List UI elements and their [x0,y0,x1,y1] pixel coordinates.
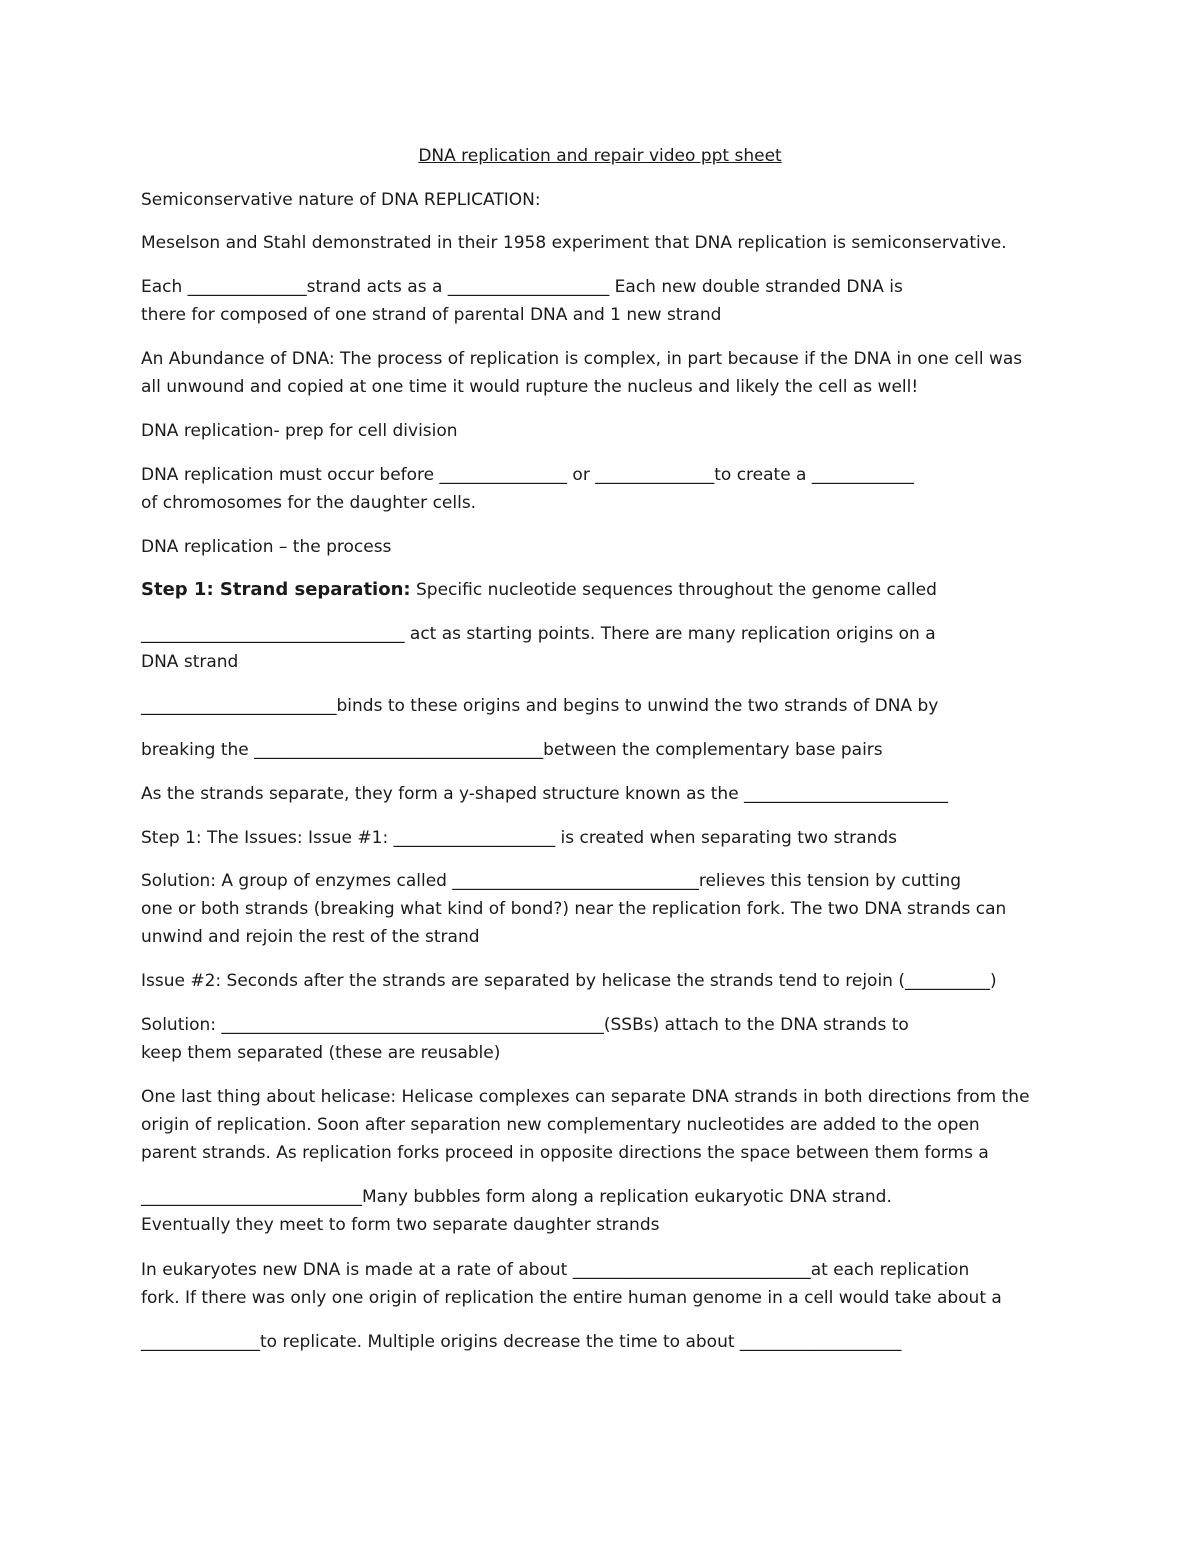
paragraph-line: DNA strand [141,652,239,672]
paragraph-line: keep them separated (these are reusable) [141,1043,501,1063]
paragraph-y-shaped [141,780,1071,808]
paragraph-prep-division [141,417,1071,445]
paragraph-line: Each ______________strand acts as a ___________________ Each new double stranded DNA is [141,277,903,297]
paragraph-binds [141,692,1071,720]
paragraph-line [141,576,1071,604]
paragraph-line: Step 1: The Issues: Issue #1: ___________________ is created when separating two strands [141,828,897,848]
paragraph-line: In eukaryotes new DNA is made at a rate of about ____________________________at each replication [141,1260,970,1280]
paragraph-each-strand [141,273,1071,329]
paragraph-bubbles [141,1183,1071,1239]
step-text: Specific nucleotide sequences throughout the genome called [410,580,937,600]
paragraph-line: DNA replication- prep for cell division [141,421,458,441]
paragraph-line: parent strands. As replication forks proceed in opposite directions the space between them forms a [141,1143,989,1163]
paragraph-time [141,1328,1071,1356]
paragraph-must-occur [141,461,1071,517]
document-title: DNA replication and repair video ppt sheet [418,146,782,166]
paragraph-abundance [141,345,1071,401]
paragraph-origins [141,620,1071,676]
paragraph-line: ______________to replicate. Multiple origins decrease the time to about ___________________ [141,1332,902,1352]
paragraph-line: _______________________________ act as starting points. There are many replication origins on a [141,624,936,644]
paragraph-line: Semiconservative nature of DNA REPLICATION: [141,190,541,210]
paragraph-solution1 [141,867,1071,951]
paragraph-line: As the strands separate, they form a y-shaped structure known as the ________________________ [141,784,949,804]
paragraph-meselson-stahl [141,229,1071,257]
paragraph-line: all unwound and copied at one time it would rupture the nucleus and likely the cell as well! [141,377,919,397]
paragraph-line: One last thing about helicase: Helicase complexes can separate DNA strands in both directions from the [141,1087,1030,1107]
paragraph-line: fork. If there was only one origin of replication the entire human genome in a cell would take about a [141,1288,1002,1308]
paragraph-issue2 [141,967,1071,995]
paragraph-section-heading [141,186,1071,214]
paragraph-rate [141,1256,1071,1312]
paragraph-line: breaking the __________________________________between the complementary base pairs [141,740,883,760]
paragraph-line: Meselson and Stahl demonstrated in their 1958 experiment that DNA replication is semiconservative. [141,233,1007,253]
paragraph-line: Solution: _____________________________________________(SSBs) attach to the DNA strands to [141,1015,909,1035]
paragraph-line: Eventually they meet to form two separate daughter strands [141,1215,660,1235]
paragraph-line: there for composed of one strand of parental DNA and 1 new strand [141,305,722,325]
paragraph-line: unwind and rejoin the rest of the strand [141,927,480,947]
paragraph-issue1 [141,824,1071,852]
paragraph-line: DNA replication – the process [141,537,392,557]
paragraph-solution2 [141,1011,1071,1067]
paragraph-helicase [141,1083,1071,1167]
paragraph-line: Issue #2: Seconds after the strands are separated by helicase the strands tend to rejoin (__________) [141,971,997,991]
paragraph-step1 [141,576,1071,604]
paragraph-line: of chromosomes for the daughter cells. [141,493,477,513]
paragraph-breaking [141,736,1071,764]
step-label: Step 1: Strand separation: [141,579,411,600]
paragraph-line: __________________________Many bubbles form along a replication eukaryotic DNA strand. [141,1187,892,1207]
paragraph-the-process [141,533,1071,561]
paragraph-line: An Abundance of DNA: The process of replication is complex, in part because if the DNA in one cell was [141,349,1023,369]
paragraph-line: origin of replication. Soon after separation new complementary nucleotides are added to the open [141,1115,980,1135]
paragraph-line: one or both strands (breaking what kind of bond?) near the replication fork. The two DNA strands can [141,899,1007,919]
paragraph-line: Solution: A group of enzymes called _____________________________relieves this tension by cutting [141,871,962,891]
paragraph-line: DNA replication must occur before _______________ or ______________to create a ____________ [141,465,914,485]
paragraph-line: _______________________binds to these origins and begins to unwind the two strands of DNA by [141,696,939,716]
